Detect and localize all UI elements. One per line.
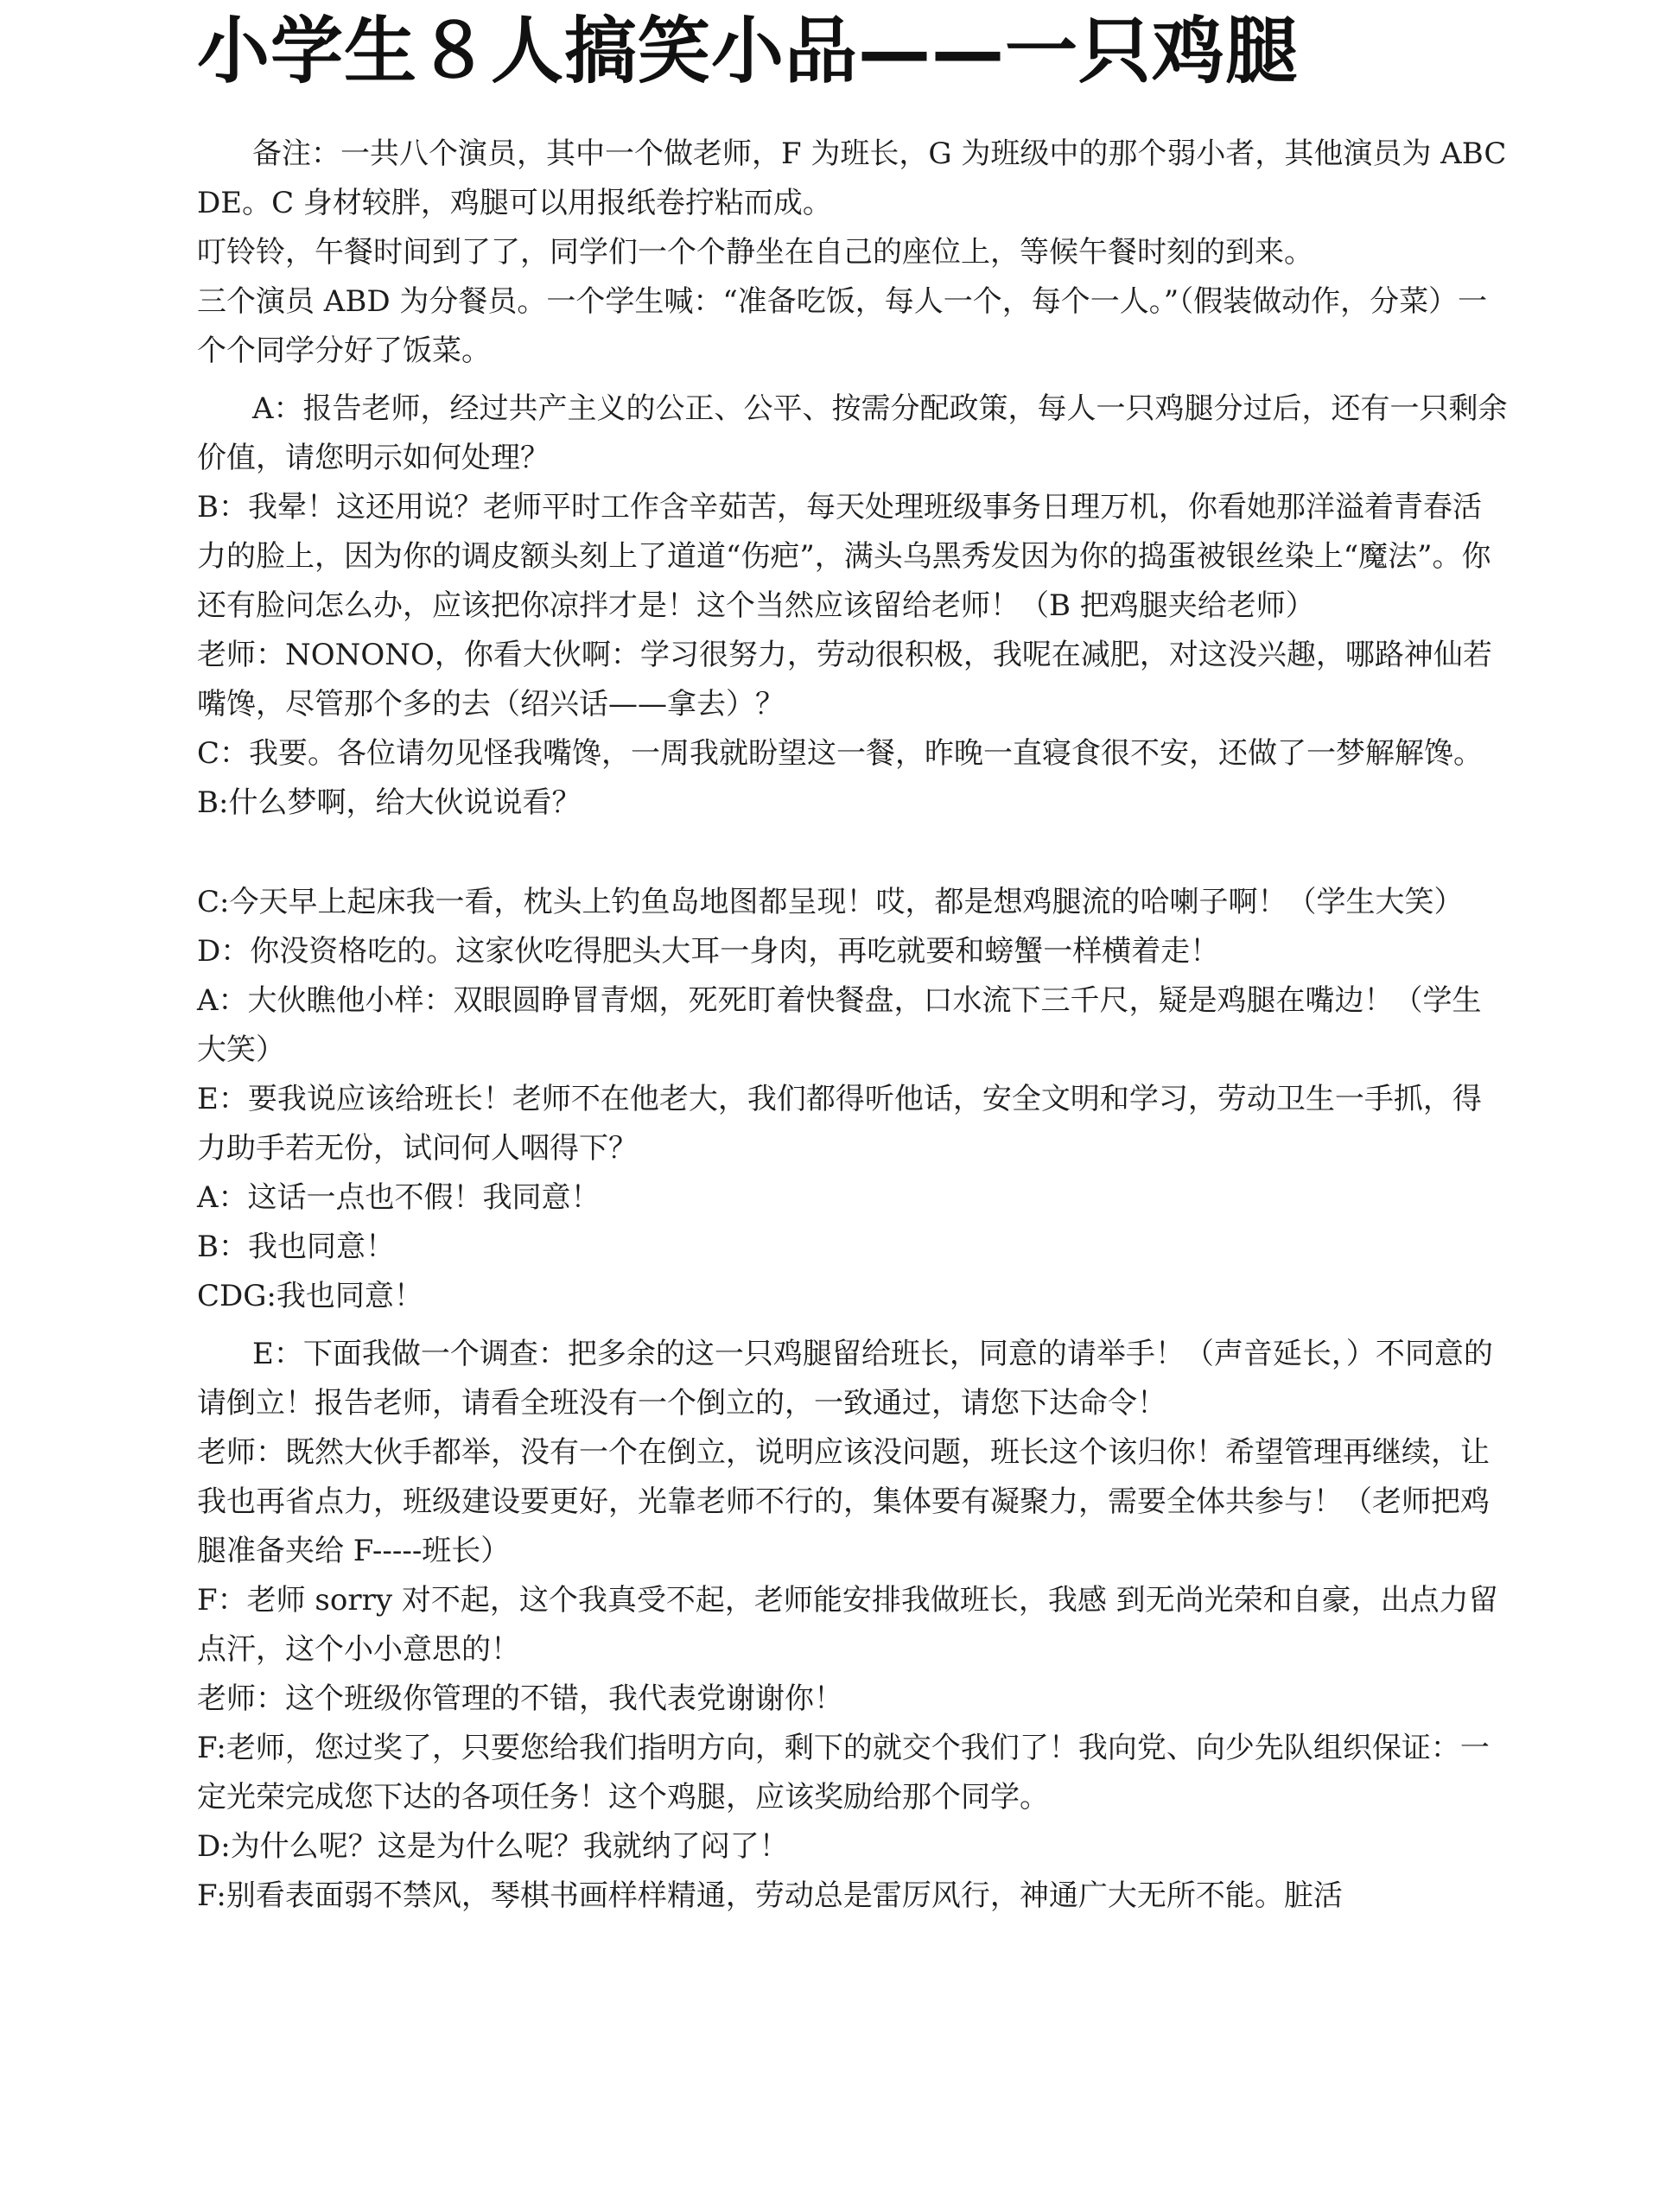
dialogue-line: D:为什么呢？这是为什么呢？我就纳了闷了！ — [197, 1829, 789, 1864]
dialogue-line: E：下面我做一个调查：把多余的这一只鸡腿留给班长，同意的请举手！（声音延长，）不同意的请倒立！报告老师，请看全班没有一个倒立的，一致通过，请您下达命令！ — [197, 1337, 1493, 1421]
dialogue-line: E：要我说应该给班长！老师不在他老大，我们都得听他话，安全文明和学习，劳动卫生一手抓，得力助手若无份，试问何人咽得下？ — [197, 1082, 1482, 1166]
script-body — [197, 130, 1510, 1921]
dialogue-line: F：老师 sorry 对不起，这个我真受不起，老师能安排我做班长，我感 到无尚光荣和自豪，出点力留点汗，这个小小意思的！ — [197, 1583, 1498, 1667]
dialogue-line: 老师：这个班级你管理的不错，我代表党谢谢你！ — [197, 1681, 843, 1716]
dialogue-line: C:今天早上起床我一看，枕头上钓鱼岛地图都呈现！哎，都是想鸡腿流的哈喇子啊！（学生大笑） — [197, 885, 1464, 919]
dialogue-line: 老师：既然大伙手都举，没有一个在倒立，说明应该没问题，班长这个该归你！希望管理再继续，让我也再省点力，班级建设要更好，光靠老师不行的，集体要有凝聚力，需要全体共参与！（老师把鸡腿准备夹给 F-----班长） — [197, 1435, 1490, 1568]
scene-paragraph: 叮铃铃，午餐时间到了了，同学们一个个静坐在自己的座位上，等候午餐时刻的到来。 — [197, 235, 1313, 270]
scene-paragraph: 三个演员 ABD 为分餐员。一个学生喊：“准备吃饭，每人一个，每个一人。”（假装做动作，分菜）一个个同学分好了饭菜。 — [197, 284, 1488, 368]
dialogue-line: 老师：NONONO，你看大伙啊：学习很努力，劳动很积极，我呢在减肥，对这没兴趣，哪路神仙若嘴馋，尽管那个多的去（绍兴话——拿去）？ — [197, 638, 1492, 721]
dialogue-line: A：报告老师，经过共产主义的公正、公平、按需分配政策，每人一只鸡腿分过后，还有一只剩余价值，请您明示如何处理？ — [197, 391, 1508, 475]
dialogue-line: F:老师，您过奖了，只要您给我们指明方向，剩下的就交个我们了！我向党、向少先队组织保证：一定光荣完成您下达的各项任务！这个鸡腿，应该奖励给那个同学。 — [197, 1731, 1490, 1815]
dialogue-line: C：我要。各位请勿见怪我嘴馋，一周我就盼望这一餐，昨晚一直寝食很不安，还做了一梦解解馋。 — [197, 736, 1484, 771]
dialogue-line: A：大伙瞧他小样：双眼圆睁冒青烟，死死盯着快餐盘，口水流下三千尺，疑是鸡腿在嘴边！（学生大笑） — [197, 983, 1482, 1067]
dialogue-line: F:别看表面弱不禁风，琴棋书画样样精通，劳动总是雷厉风行，神通广大无所不能。脏活 — [197, 1878, 1343, 1913]
dialogue-line: A：这话一点也不假！我同意！ — [197, 1180, 601, 1215]
document-title: 小学生８人搞笑小品——一只鸡腿 — [197, 9, 1300, 93]
dialogue-line: D：你没资格吃的。这家伙吃得肥头大耳一身肉，再吃就要和螃蟹一样横着走！ — [197, 934, 1220, 969]
dialogue-line: CDG:我也同意！ — [197, 1279, 423, 1313]
note-paragraph: 备注：一共八个演员，其中一个做老师，F 为班长，G 为班级中的那个弱小者，其他演员为 ABCDE。C 身材较胖，鸡腿可以用报纸卷拧粘而成。 — [197, 137, 1507, 220]
dialogue-line: B:什么梦啊，给大伙说说看？ — [197, 785, 582, 820]
dialogue-line: B：我晕！这还用说？老师平时工作含辛茹苦，每天处理班级事务日理万机，你看她那洋溢着青春活力的脸上，因为你的调皮额头刻上了道道“伤疤”，满头乌黑秀发因为你的捣蛋被银丝染上“魔法”。你还有脸问怎么办，应该把你凉拌才是！这个当然应该留给老师！（B 把鸡腿夹给老师） — [197, 490, 1491, 623]
dialogue-line: B：我也同意！ — [197, 1230, 395, 1264]
